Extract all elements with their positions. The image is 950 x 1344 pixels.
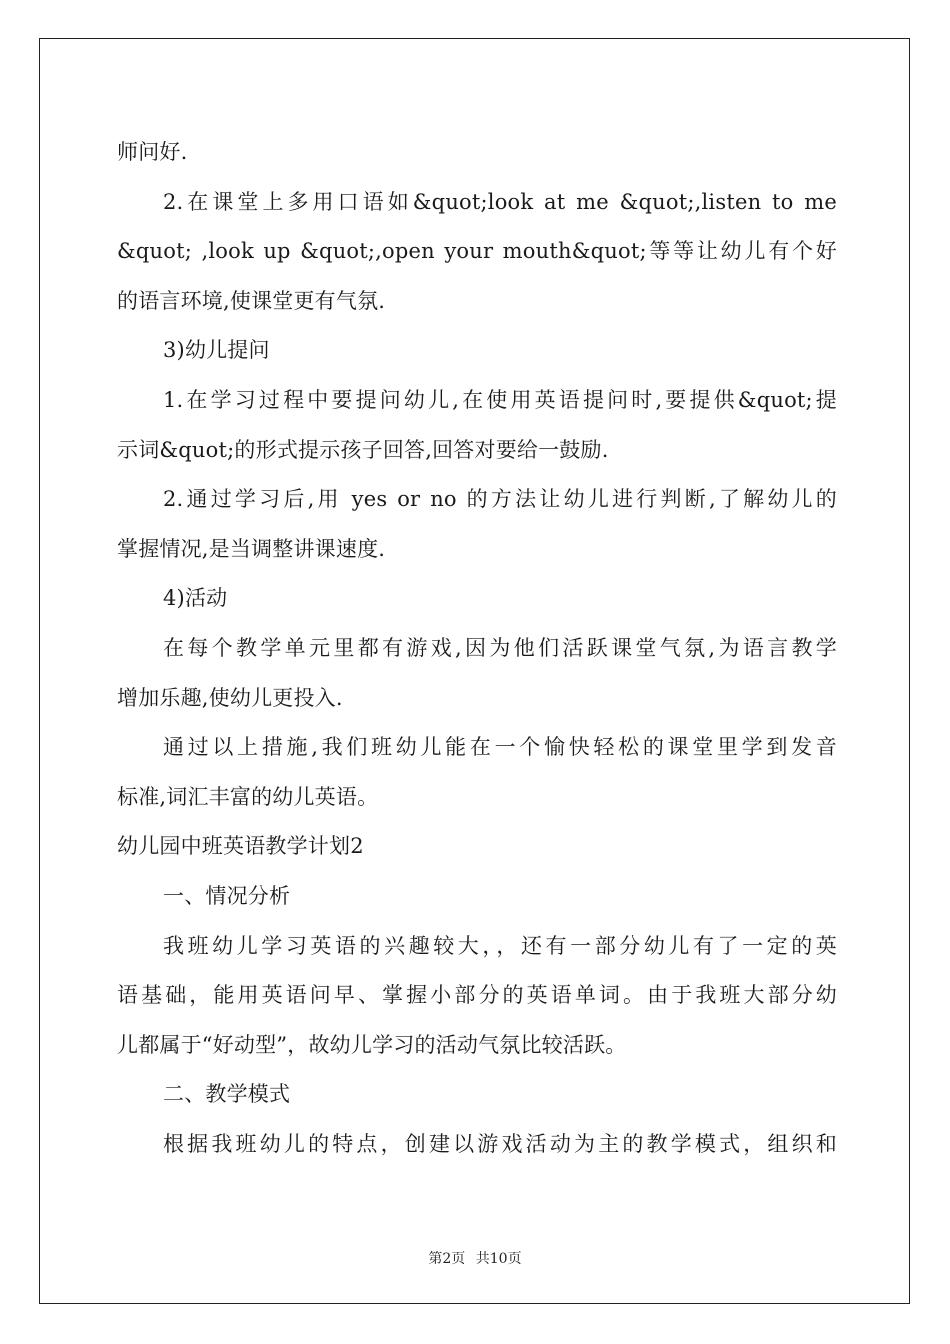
text-line: 儿都属于“好动型”，故幼儿学习的活动气氛比较活跃。 [117, 1032, 627, 1057]
text-line: 示词&quot;的形式提示孩子回答,回答对要给一鼓励. [117, 437, 609, 462]
text-line: 我班幼儿学习英语的兴趣较大，，还有一部分幼儿有了一定的英 [163, 933, 837, 958]
text-line: 掌握情况,是当调整讲课速度. [117, 536, 386, 561]
text-line: 二、教学模式 [163, 1082, 291, 1107]
text-line: 1.在学习过程中要提问幼儿,在使用英语提问时,要提供&quot;提 [163, 387, 837, 412]
text-line: 语基础，能用英语问早、掌握小部分的英语单词。由于我班大部分幼 [117, 983, 837, 1008]
page-footer [0, 1248, 950, 1268]
text-line: 3)幼儿提问 [163, 338, 270, 363]
text-line: 标准,词汇丰富的幼儿英语。 [117, 784, 379, 809]
total-pages: 共10页 [475, 1251, 522, 1267]
text-line: 的语言环境,使课堂更有气氛. [117, 288, 386, 313]
text-line: 通过以上措施,我们班幼儿能在一个愉快轻松的课堂里学到发音 [163, 735, 837, 760]
text-line: &quot; ,look up &quot;,open your mouth&quot;等等让幼儿有个好 [117, 239, 837, 264]
text-line: 增加乐趣,使幼儿更投入. [117, 685, 343, 710]
text-line: 师问好. [117, 140, 188, 164]
text-line: 2.在课堂上多用口语如&quot;look at me &quot;,listen to me [163, 189, 837, 214]
text-line: 4)活动 [163, 586, 228, 611]
text-line: 幼儿园中班英语教学计划2 [117, 834, 364, 859]
text-line: 根据我班幼儿的特点，创建以游戏活动为主的教学模式，组织和 [163, 1131, 837, 1156]
page-number: 第2页 [428, 1251, 466, 1267]
text-line: 在每个教学单元里都有游戏,因为他们活跃课堂气氛,为语言教学 [163, 635, 837, 660]
document-body [117, 128, 837, 1169]
text-line: 一、情况分析 [163, 883, 291, 908]
text-line: 2.通过学习后,用 yes or no 的方法让幼儿进行判断,了解幼儿的 [163, 487, 837, 512]
